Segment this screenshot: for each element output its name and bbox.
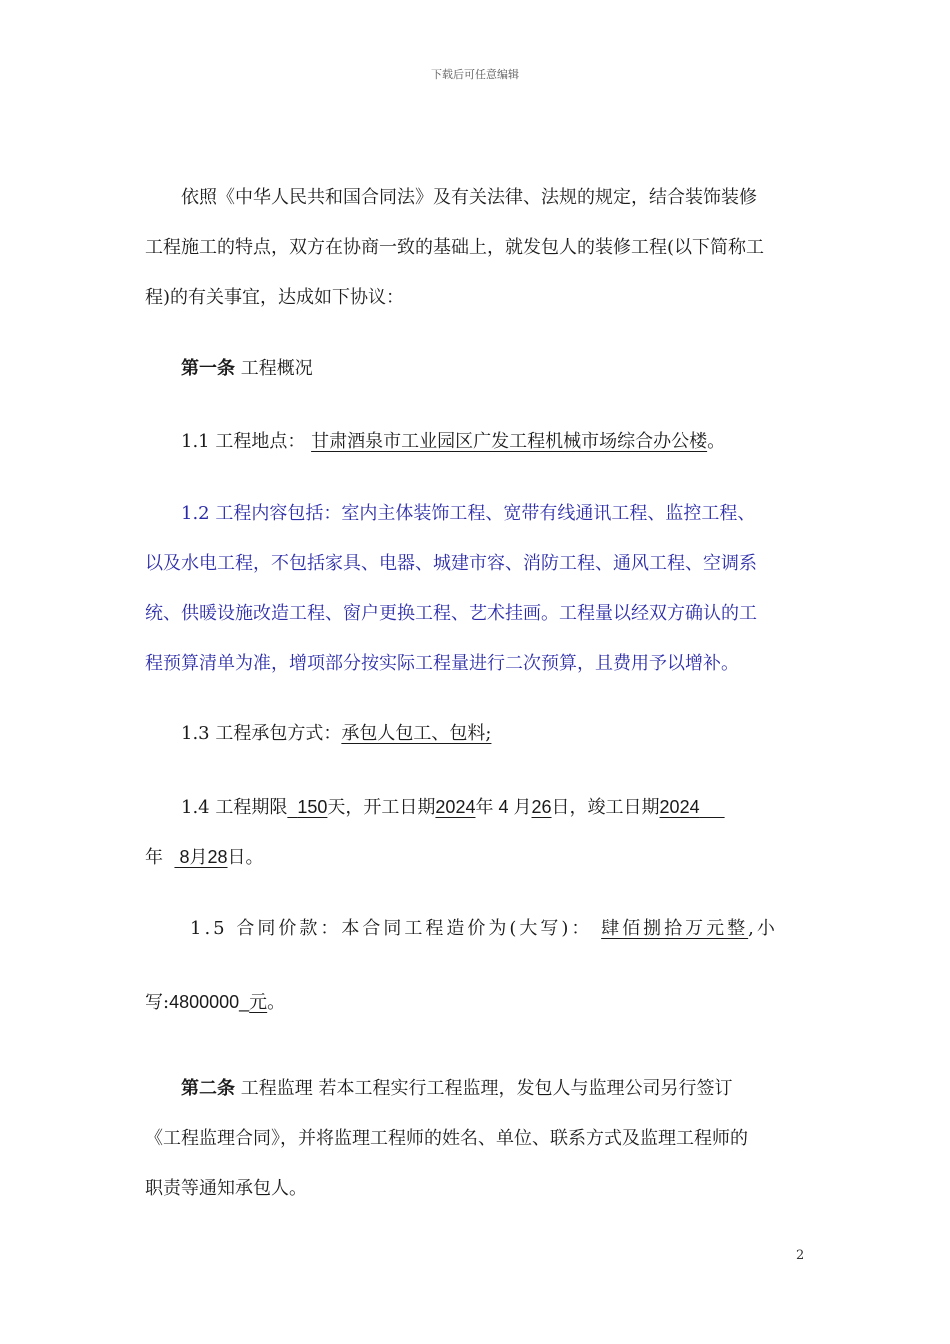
contract-method: 承包人包工、包料; [341,723,492,744]
item-1-1-end: 。 [707,431,726,452]
start-day: 26 [531,797,552,817]
end-month: 8 [179,847,190,867]
days-unit: 天，开工日期 [327,797,436,818]
item-1-2-line-2: 以及水电工程，不包括家具、电器、城建市容、消防工程、通风工程、空调系 [145,553,757,574]
item-1-5-label: 1.5 合同价款：本合同工程造价为(大写)： [190,918,593,939]
item-1-3-label: 1.3 工程承包方式： [181,723,342,744]
project-location: 甘肃酒泉市工业园区广发工程机械市场综合办公楼 [311,431,708,452]
article-2-title: 工程监理 [240,1078,313,1099]
item-1-5-prefix: 写: [145,992,170,1013]
duration-days-value: 150 [297,797,328,817]
item-1-5-line-2 [145,990,285,1015]
amount-number: 4800000_ [169,992,250,1012]
page-number: 2 [796,1248,805,1263]
article-1-heading: 第一条 [181,358,235,379]
article-2 [181,1077,732,1101]
item-1-5-sep: ,小 [748,918,778,939]
item-1-2-line-1: 1.2 工程内容包括：室内主体装饰工程、宽带有线通讯工程、监控工程、 [181,503,756,524]
item-1-4-line-2 [145,845,264,870]
start-month-value: 4 [498,797,509,817]
end-day-unit: 日。 [227,847,264,868]
item-1-5-line-1 [190,917,778,941]
start-month-unit: 月 [513,797,532,818]
item-1-1-label: 1.1 工程地点： [181,431,306,452]
article-1 [181,357,313,381]
item-1-4-line-1 [181,795,725,820]
amount-in-words: 肆佰捌拾万元整 [601,918,749,939]
start-day-unit: 日，竣工日期 [551,797,660,818]
end-year-unit: 年 [145,847,163,868]
item-1-3 [181,722,491,746]
item-1-5-end: 。 [267,992,286,1013]
preamble-line-2: 工程施工的特点，双方在协商一致的基础上，就发包人的装修工程(以下简称工 [145,237,765,258]
article-2-line-3: 职责等通知承包人。 [145,1178,307,1199]
article-2-line-1: 若本工程实行工程监理，发包人与监理公司另行签订 [318,1078,733,1099]
article-2-heading: 第二条 [181,1078,235,1099]
end-year-value: 2024 [659,797,700,817]
duration-days [287,797,327,817]
start-year: 2024 [435,797,476,817]
end-month-unit: 月 [189,847,208,867]
start-month [493,797,513,817]
item-1-2-line-3: 统、供暖设施改造工程、窗户更换工程、艺术挂画。工程量以经双方确认的工 [145,603,757,624]
article-2-line-2: 《工程监理合同》，并将监理工程师的姓名、单位、联系方式及监理工程师的 [145,1128,748,1149]
end-day: 28 [207,847,228,867]
item-1-2-line-4: 程预算清单为准，增项部分按实际工程量进行二次预算，且费用予以增补。 [145,653,739,674]
article-1-title: 工程概况 [240,358,313,379]
end-year [660,797,725,817]
start-year-unit: 年 [475,797,494,818]
end-date [174,847,227,867]
preamble-line-3: 程)的有关事宜，达成如下协议： [145,287,405,308]
amount-unit: 元 [249,992,268,1013]
page-header: 下载后可任意编辑 [431,68,519,81]
item-1-4-label: 1.4 工程期限 [181,797,288,818]
preamble-line-1: 依照《中华人民共和国合同法》及有关法律、法规的规定，结合装饰装修 [181,187,757,208]
item-1-1 [181,430,725,454]
